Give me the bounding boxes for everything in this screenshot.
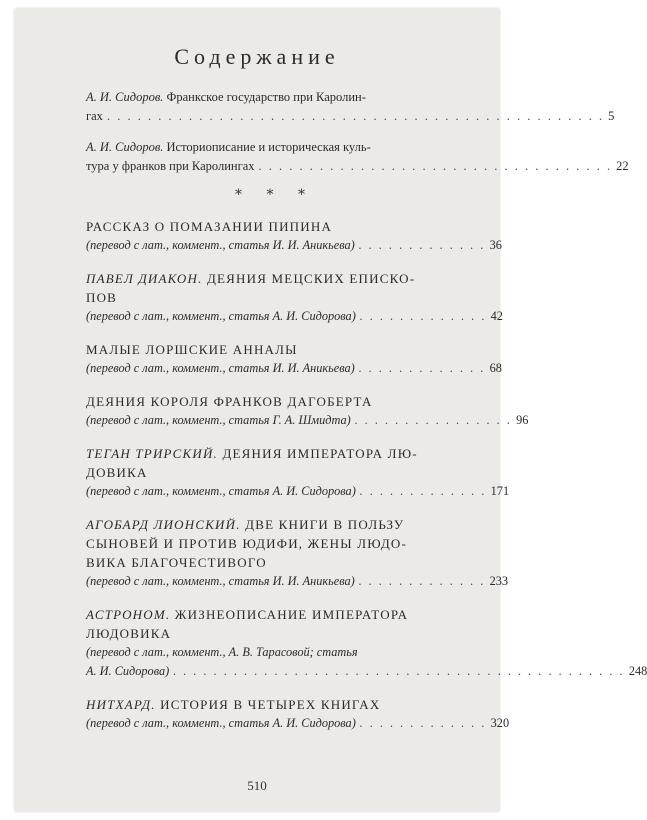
toc-entry-title <box>86 217 464 236</box>
toc-detail: (перевод с лат., коммент., статья И. И. Аникьева) <box>86 238 355 252</box>
toc-title: ДЕЯНИЯ ИМПЕРАТОРА ЛЮ- <box>222 446 418 461</box>
table-of-contents <box>86 88 647 733</box>
toc-page-number: 248 <box>628 664 647 678</box>
toc-title: СЫНОВЕЙ И ПРОТИВ ЮДИФИ, ЖЕНЫ ЛЮДО- <box>86 536 408 551</box>
toc-title: ДОВИКА <box>86 465 148 480</box>
toc-leader-line <box>86 662 647 681</box>
leader-dots: . . . . . . . . . . . . . <box>358 574 486 588</box>
toc-page-number: 96 <box>516 413 529 427</box>
toc-entry-title <box>86 624 464 643</box>
toc-author: А. И. Сидоров. <box>86 140 164 154</box>
toc-author: А. И. Сидоров. <box>86 90 164 104</box>
toc-entry <box>86 605 647 681</box>
toc-entry-intro-1 <box>86 88 615 126</box>
toc-title: гах <box>86 109 103 123</box>
toc-detail: (перевод с лат., коммент., статья И. И. Аникьева) <box>86 361 355 375</box>
leader-dots: . . . . . . . . . . . . . . . . . . . . . . . . . . . . . . . . . . . . . . . . . . . . . . . . . <box>106 109 605 123</box>
toc-entry-title <box>86 695 464 714</box>
toc-author: ПАВЕЛ ДИАКОН. <box>86 271 203 286</box>
toc-title: ДЕЯНИЯ КОРОЛЯ ФРАНКОВ ДАГОБЕРТА <box>86 394 373 409</box>
toc-entry <box>86 217 502 255</box>
toc-entry-title <box>86 392 464 411</box>
toc-leader-line <box>86 359 502 378</box>
toc-page-number: 42 <box>490 309 503 323</box>
toc-title: ВИКА БЛАГОЧЕСТИВОГО <box>86 555 267 570</box>
toc-title: ЖИЗНЕОПИСАНИЕ ИМПЕРАТОРА <box>174 607 409 622</box>
toc-entry-title <box>86 515 464 534</box>
toc-detail: (перевод с лат., коммент., статья И. И. Аникьева) <box>86 574 355 588</box>
toc-entry-title <box>86 553 464 572</box>
toc-entry <box>86 515 509 591</box>
toc-title: Историописание и историческая куль- <box>166 140 371 154</box>
leader-dots: . . . . . . . . . . . . . <box>358 361 486 375</box>
leader-dots: . . . . . . . . . . . . . <box>359 716 487 730</box>
toc-entry-intro-2 <box>86 138 629 176</box>
toc-entry-title <box>86 340 464 359</box>
toc-title: РАССКАЗ О ПОМАЗАНИИ ПИПИНА <box>86 219 333 234</box>
toc-entry-title <box>86 463 464 482</box>
toc-entry-title <box>86 288 464 307</box>
section-separator: * * * <box>235 187 315 203</box>
toc-page-number: 22 <box>616 159 629 173</box>
page-number: 510 <box>247 778 267 793</box>
toc-leader-line <box>86 157 629 176</box>
toc-entry <box>86 340 502 378</box>
leader-dots: . . . . . . . . . . . . . . . . . . . . . . . . . . . . . . . . . . . <box>258 159 613 173</box>
toc-entry <box>86 695 510 733</box>
toc-page-number: 233 <box>489 574 509 588</box>
toc-leader-line <box>86 236 502 255</box>
toc-entry-title <box>86 605 464 624</box>
book-page <box>14 8 647 812</box>
toc-entry-title <box>86 534 464 553</box>
toc-detail: (перевод с лат., коммент., статья А. И. Сидорова) <box>86 484 356 498</box>
toc-entry-title <box>86 269 464 288</box>
toc-page-number: 171 <box>490 484 510 498</box>
toc-page-number: 68 <box>489 361 502 375</box>
toc-title: ПОВ <box>86 290 118 305</box>
toc-leader-line <box>86 482 510 501</box>
leader-dots: . . . . . . . . . . . . . <box>358 238 486 252</box>
toc-leader-line <box>86 411 529 430</box>
toc-leader-line <box>86 107 615 126</box>
toc-entry-line <box>86 138 464 157</box>
toc-title: ИСТОРИЯ В ЧЕТЫРЕХ КНИГАХ <box>160 697 381 712</box>
toc-page-number: 5 <box>608 109 615 123</box>
toc-entry <box>86 444 510 501</box>
toc-entry <box>86 269 503 326</box>
toc-title: тура у франков при Каролингах <box>86 159 255 173</box>
toc-title: ЛЮДОВИКА <box>86 626 172 641</box>
toc-page-number: 320 <box>490 716 510 730</box>
toc-leader-line <box>86 307 503 326</box>
toc-title: ДЕЯНИЯ МЕЦСКИХ ЕПИСКО- <box>206 271 416 286</box>
toc-entry-line <box>86 88 464 107</box>
toc-detail: (перевод с лат., коммент., статья А. И. Сидорова) <box>86 309 356 323</box>
leader-dots: . . . . . . . . . . . . . <box>359 309 487 323</box>
toc-leader-line <box>86 572 509 591</box>
toc-title: МАЛЫЕ ЛОРШСКИЕ АННАЛЫ <box>86 342 298 357</box>
toc-entry-title <box>86 444 464 463</box>
toc-title: Франкское государство при Каролин- <box>166 90 366 104</box>
leader-dots: . . . . . . . . . . . . . . . . <box>354 413 513 427</box>
toc-page-number: 36 <box>489 238 502 252</box>
toc-detail: (перевод с лат., коммент., статья Г. А. Шмидта) <box>86 413 351 427</box>
toc-title: ДВЕ КНИГИ В ПОЛЬЗУ <box>245 517 405 532</box>
leader-dots: . . . . . . . . . . . . . <box>359 484 487 498</box>
toc-detail: (перевод с лат., коммент., А. В. Тарасовой; статья <box>86 645 358 659</box>
toc-author: АСТРОНОМ. <box>86 607 171 622</box>
toc-author: ТЕГАН ТРИРСКИЙ. <box>86 446 218 461</box>
toc-entry <box>86 392 529 430</box>
toc-author: АГОБАРД ЛИОНСКИЙ. <box>86 517 241 532</box>
toc-detail: А. И. Сидорова) <box>86 664 170 678</box>
page-title: Содержание <box>174 44 340 69</box>
toc-leader-line <box>86 714 510 733</box>
leader-dots: . . . . . . . . . . . . . . . . . . . . . . . . . . . . . . . . . . . . . . . . . . . . . <box>173 664 625 678</box>
toc-author: НИТХАРД. <box>86 697 156 712</box>
toc-detail: (перевод с лат., коммент., статья А. И. Сидорова) <box>86 716 356 730</box>
toc-detail-line <box>86 643 464 662</box>
